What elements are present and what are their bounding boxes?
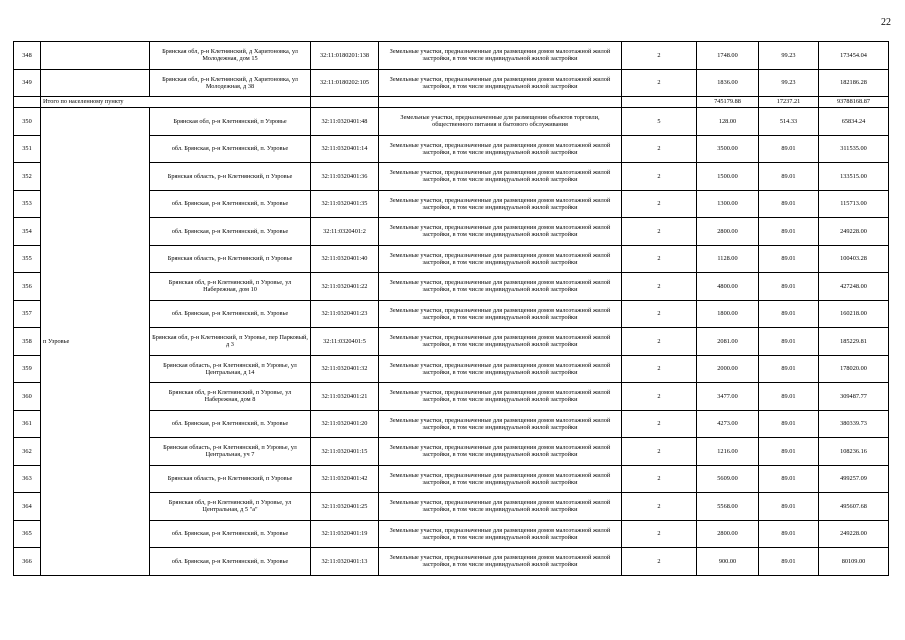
address-cell: Брянская область, р-н Клетнянский, п Узровье (150, 163, 311, 191)
land-use-cell: Земельные участки, предназначенные для размещения домов малоэтажной жилой застройки, в том числе индивидуальной жилой застройки (379, 300, 622, 328)
category-cell: 2 (622, 520, 697, 548)
rate-cell: 89.01 (759, 190, 819, 218)
category-cell: 2 (622, 328, 697, 356)
total-row (14, 97, 889, 108)
cadastral-value-cell: 495607.68 (819, 493, 889, 521)
address-cell: обл. Брянская, р-н Клетнянский, п. Узровье (150, 218, 311, 246)
cadastral-number-cell: 32:11:0320401:36 (311, 163, 379, 191)
area-cell: 3500.00 (697, 135, 759, 163)
land-use-cell: Земельные участки, предназначенные для размещения домов малоэтажной жилой застройки, в том числе индивидуальной жилой застройки (379, 355, 622, 383)
cadastral-value-cell: 249228.00 (819, 218, 889, 246)
cadastral-number-cell: 32:11:0320401:23 (311, 300, 379, 328)
cadastral-number-cell: 32:11:0320401:19 (311, 520, 379, 548)
area-cell: 128.00 (697, 108, 759, 136)
cadastral-value-cell: 380339.73 (819, 410, 889, 438)
address-cell: Брянская обл, р-н Клетнянский, п Узровье, ул Центральная, д 5 "а" (150, 493, 311, 521)
category-cell: 2 (622, 465, 697, 493)
address-cell: Брянская обл, р-н Клетнянский, п Узровье (150, 108, 311, 136)
table-row (14, 42, 889, 70)
row-number: 365 (14, 520, 41, 548)
cadastral-number-cell: 32:11:0320401:22 (311, 273, 379, 301)
category-cell: 2 (622, 438, 697, 466)
cadastral-number-cell: 32:11:0320401:20 (311, 410, 379, 438)
locality-cell (41, 42, 150, 70)
land-use-cell: Земельные участки, предназначенные для размещения домов малоэтажной жилой застройки, в том числе индивидуальной жилой застройки (379, 218, 622, 246)
row-number: 354 (14, 218, 41, 246)
area-cell: 1800.00 (697, 300, 759, 328)
cadastral-number-cell: 32:11:0320401:5 (311, 328, 379, 356)
cadastral-number-cell: 32:11:0320401:21 (311, 383, 379, 411)
address-cell: обл. Брянская, р-н Клетнянский, п. Узровье (150, 410, 311, 438)
area-cell: 2800.00 (697, 218, 759, 246)
rate-cell: 89.01 (759, 465, 819, 493)
cadastral-number-cell: 32:11:0320401:48 (311, 108, 379, 136)
land-use-cell: Земельные участки, предназначенные для размещения объектов торговли, общественного питания и бытового обслуживания (379, 108, 622, 136)
land-use-cell: Земельные участки, предназначенные для размещения домов малоэтажной жилой застройки, в том числе индивидуальной жилой застройки (379, 548, 622, 576)
row-number: 366 (14, 548, 41, 576)
total-area: 745179.88 (697, 97, 759, 108)
row-number: 360 (14, 383, 41, 411)
cadastral-value-cell: 311535.00 (819, 135, 889, 163)
row-number: 348 (14, 42, 41, 70)
cadastral-value-cell: 499257.09 (819, 465, 889, 493)
cadastral-number-cell: 32:11:0180202:105 (311, 69, 379, 97)
rate-cell: 89.01 (759, 218, 819, 246)
address-cell: Брянская обл, р-н Клетнянский, п Узровье, ул Набережная, дом 8 (150, 383, 311, 411)
cadastral-number-cell: 32:11:0320401:35 (311, 190, 379, 218)
total-empty-cell (379, 97, 622, 108)
table-body (14, 42, 889, 576)
rate-cell: 99.23 (759, 69, 819, 97)
land-use-cell: Земельные участки, предназначенные для размещения домов малоэтажной жилой застройки, в том числе индивидуальной жилой застройки (379, 135, 622, 163)
category-cell: 2 (622, 190, 697, 218)
rate-cell: 99.23 (759, 42, 819, 70)
area-cell: 3477.00 (697, 383, 759, 411)
locality-cell (41, 69, 150, 97)
rate-cell: 89.01 (759, 328, 819, 356)
category-cell: 2 (622, 493, 697, 521)
category-cell: 2 (622, 410, 697, 438)
category-cell: 5 (622, 108, 697, 136)
rate-cell: 89.01 (759, 135, 819, 163)
area-cell: 2800.00 (697, 520, 759, 548)
area-cell: 2000.00 (697, 355, 759, 383)
address-cell: Брянская обл, р-н Клетнянский, д Харитоновка, ул Молодежная, д 38 (150, 69, 311, 97)
row-number: 349 (14, 69, 41, 97)
address-cell: Брянская обл, р-н Клетнянский, п Узровье, пер Парковый, д 3 (150, 328, 311, 356)
area-cell: 1300.00 (697, 190, 759, 218)
locality-name: п Узровье (41, 108, 150, 576)
rate-cell: 89.01 (759, 438, 819, 466)
row-number: 364 (14, 493, 41, 521)
address-cell: обл. Брянская, р-н Клетнянский, п. Узровье (150, 548, 311, 576)
area-cell: 1216.00 (697, 438, 759, 466)
cadastral-number-cell: 32:11:0320401:40 (311, 245, 379, 273)
cadastral-number-cell: 32:11:0320401:13 (311, 548, 379, 576)
area-cell: 4800.00 (697, 273, 759, 301)
cadastral-value-cell: 115713.00 (819, 190, 889, 218)
rate-cell: 89.01 (759, 383, 819, 411)
cadastral-value-cell: 108236.16 (819, 438, 889, 466)
land-use-cell: Земельные участки, предназначенные для размещения домов малоэтажной жилой застройки, в том числе индивидуальной жилой застройки (379, 42, 622, 70)
area-cell: 4273.00 (697, 410, 759, 438)
cadastral-number-cell: 32:11:0320401:2 (311, 218, 379, 246)
row-number: 357 (14, 300, 41, 328)
category-cell: 2 (622, 218, 697, 246)
cadastral-value-cell: 182186.28 (819, 69, 889, 97)
land-use-cell: Земельные участки, предназначенные для размещения домов малоэтажной жилой застройки, в том числе индивидуальной жилой застройки (379, 438, 622, 466)
address-cell: обл. Брянская, р-н Клетнянский, п. Узровье (150, 300, 311, 328)
land-use-cell: Земельные участки, предназначенные для размещения домов малоэтажной жилой застройки, в том числе индивидуальной жилой застройки (379, 465, 622, 493)
area-cell: 900.00 (697, 548, 759, 576)
rate-cell: 89.01 (759, 520, 819, 548)
table-row (14, 69, 889, 97)
total-value: 93788168.87 (819, 97, 889, 108)
total-empty-cell (14, 97, 41, 108)
land-registry-table (13, 41, 889, 576)
area-cell: 1836.00 (697, 69, 759, 97)
row-number: 351 (14, 135, 41, 163)
land-use-cell: Земельные участки, предназначенные для размещения домов малоэтажной жилой застройки, в том числе индивидуальной жилой застройки (379, 273, 622, 301)
rate-cell: 89.01 (759, 245, 819, 273)
row-number: 358 (14, 328, 41, 356)
cadastral-number-cell: 32:11:0320401:32 (311, 355, 379, 383)
category-cell: 2 (622, 135, 697, 163)
row-number: 353 (14, 190, 41, 218)
area-cell: 2081.00 (697, 328, 759, 356)
category-cell: 2 (622, 548, 697, 576)
category-cell: 2 (622, 273, 697, 301)
address-cell: Брянская область, р-н Клетнянский, п Узровье (150, 465, 311, 493)
row-number: 350 (14, 108, 41, 136)
cadastral-value-cell: 249228.00 (819, 520, 889, 548)
cadastral-value-cell: 80109.00 (819, 548, 889, 576)
row-number: 362 (14, 438, 41, 466)
rate-cell: 89.01 (759, 163, 819, 191)
area-cell: 5609.00 (697, 465, 759, 493)
cadastral-value-cell: 309487.77 (819, 383, 889, 411)
cadastral-value-cell: 178020.00 (819, 355, 889, 383)
table-row (14, 108, 889, 136)
address-cell: Брянская область, р-н Клетнянский, п Узровье, ул Центральная, уч 7 (150, 438, 311, 466)
category-cell: 2 (622, 383, 697, 411)
category-cell: 2 (622, 69, 697, 97)
total-label: Итого по населенному пункту (41, 97, 311, 108)
cadastral-value-cell: 133515.00 (819, 163, 889, 191)
row-number: 363 (14, 465, 41, 493)
row-number: 359 (14, 355, 41, 383)
category-cell: 2 (622, 163, 697, 191)
address-cell: обл. Брянская, р-н Клетнянский, п. Узровье (150, 135, 311, 163)
cadastral-number-cell: 32:11:0320401:25 (311, 493, 379, 521)
cadastral-value-cell: 160218.00 (819, 300, 889, 328)
rate-cell: 514.33 (759, 108, 819, 136)
page-number: 22 (881, 17, 891, 28)
land-use-cell: Земельные участки, предназначенные для размещения домов малоэтажной жилой застройки, в том числе индивидуальной жилой застройки (379, 69, 622, 97)
cadastral-value-cell: 427248.00 (819, 273, 889, 301)
land-use-cell: Земельные участки, предназначенные для размещения домов малоэтажной жилой застройки, в том числе индивидуальной жилой застройки (379, 190, 622, 218)
land-use-cell: Земельные участки, предназначенные для размещения домов малоэтажной жилой застройки, в том числе индивидуальной жилой застройки (379, 328, 622, 356)
address-cell: Брянская область, р-н Клетнянский, п Узровье, ул Центральная, д 14 (150, 355, 311, 383)
row-number: 352 (14, 163, 41, 191)
rate-cell: 89.01 (759, 410, 819, 438)
category-cell: 2 (622, 245, 697, 273)
area-cell: 1128.00 (697, 245, 759, 273)
rate-cell: 89.01 (759, 273, 819, 301)
land-use-cell: Земельные участки, предназначенные для размещения домов малоэтажной жилой застройки, в том числе индивидуальной жилой застройки (379, 383, 622, 411)
cadastral-number-cell: 32:11:0180201:138 (311, 42, 379, 70)
land-use-cell: Земельные участки, предназначенные для размещения домов малоэтажной жилой застройки, в том числе индивидуальной жилой застройки (379, 520, 622, 548)
cadastral-number-cell: 32:11:0320401:15 (311, 438, 379, 466)
land-use-cell: Земельные участки, предназначенные для размещения домов малоэтажной жилой застройки, в том числе индивидуальной жилой застройки (379, 493, 622, 521)
cadastral-value-cell: 100403.28 (819, 245, 889, 273)
land-use-cell: Земельные участки, предназначенные для размещения домов малоэтажной жилой застройки, в том числе индивидуальной жилой застройки (379, 245, 622, 273)
row-number: 361 (14, 410, 41, 438)
address-cell: Брянская область, р-н Клетнянский, п Узровье (150, 245, 311, 273)
land-use-cell: Земельные участки, предназначенные для размещения домов малоэтажной жилой застройки, в том числе индивидуальной жилой застройки (379, 410, 622, 438)
row-number: 355 (14, 245, 41, 273)
land-use-cell: Земельные участки, предназначенные для размещения домов малоэтажной жилой застройки, в том числе индивидуальной жилой застройки (379, 163, 622, 191)
category-cell: 2 (622, 355, 697, 383)
area-cell: 5568.00 (697, 493, 759, 521)
row-number: 356 (14, 273, 41, 301)
cadastral-number-cell: 32:11:0320401:14 (311, 135, 379, 163)
address-cell: Брянская обл, р-н Клетнянский, д Харитоновка, ул Молодежная, дом 15 (150, 42, 311, 70)
category-cell: 2 (622, 42, 697, 70)
rate-cell: 89.01 (759, 300, 819, 328)
cadastral-value-cell: 173454.04 (819, 42, 889, 70)
address-cell: обл. Брянская, р-н Клетнянский, п. Узровье (150, 520, 311, 548)
total-empty-cell (311, 97, 379, 108)
area-cell: 1500.00 (697, 163, 759, 191)
total-rate: 17237.21 (759, 97, 819, 108)
cadastral-value-cell: 65834.24 (819, 108, 889, 136)
category-cell: 2 (622, 300, 697, 328)
rate-cell: 89.01 (759, 548, 819, 576)
rate-cell: 89.01 (759, 493, 819, 521)
address-cell: обл. Брянская, р-н Клетнянский, п. Узровье (150, 190, 311, 218)
address-cell: Брянская обл, р-н Клетнянский, п Узровье, ул Набережная, дом 10 (150, 273, 311, 301)
total-empty-cell (622, 97, 697, 108)
cadastral-number-cell: 32:11:0320401:42 (311, 465, 379, 493)
area-cell: 1748.00 (697, 42, 759, 70)
cadastral-value-cell: 185229.81 (819, 328, 889, 356)
rate-cell: 89.01 (759, 355, 819, 383)
